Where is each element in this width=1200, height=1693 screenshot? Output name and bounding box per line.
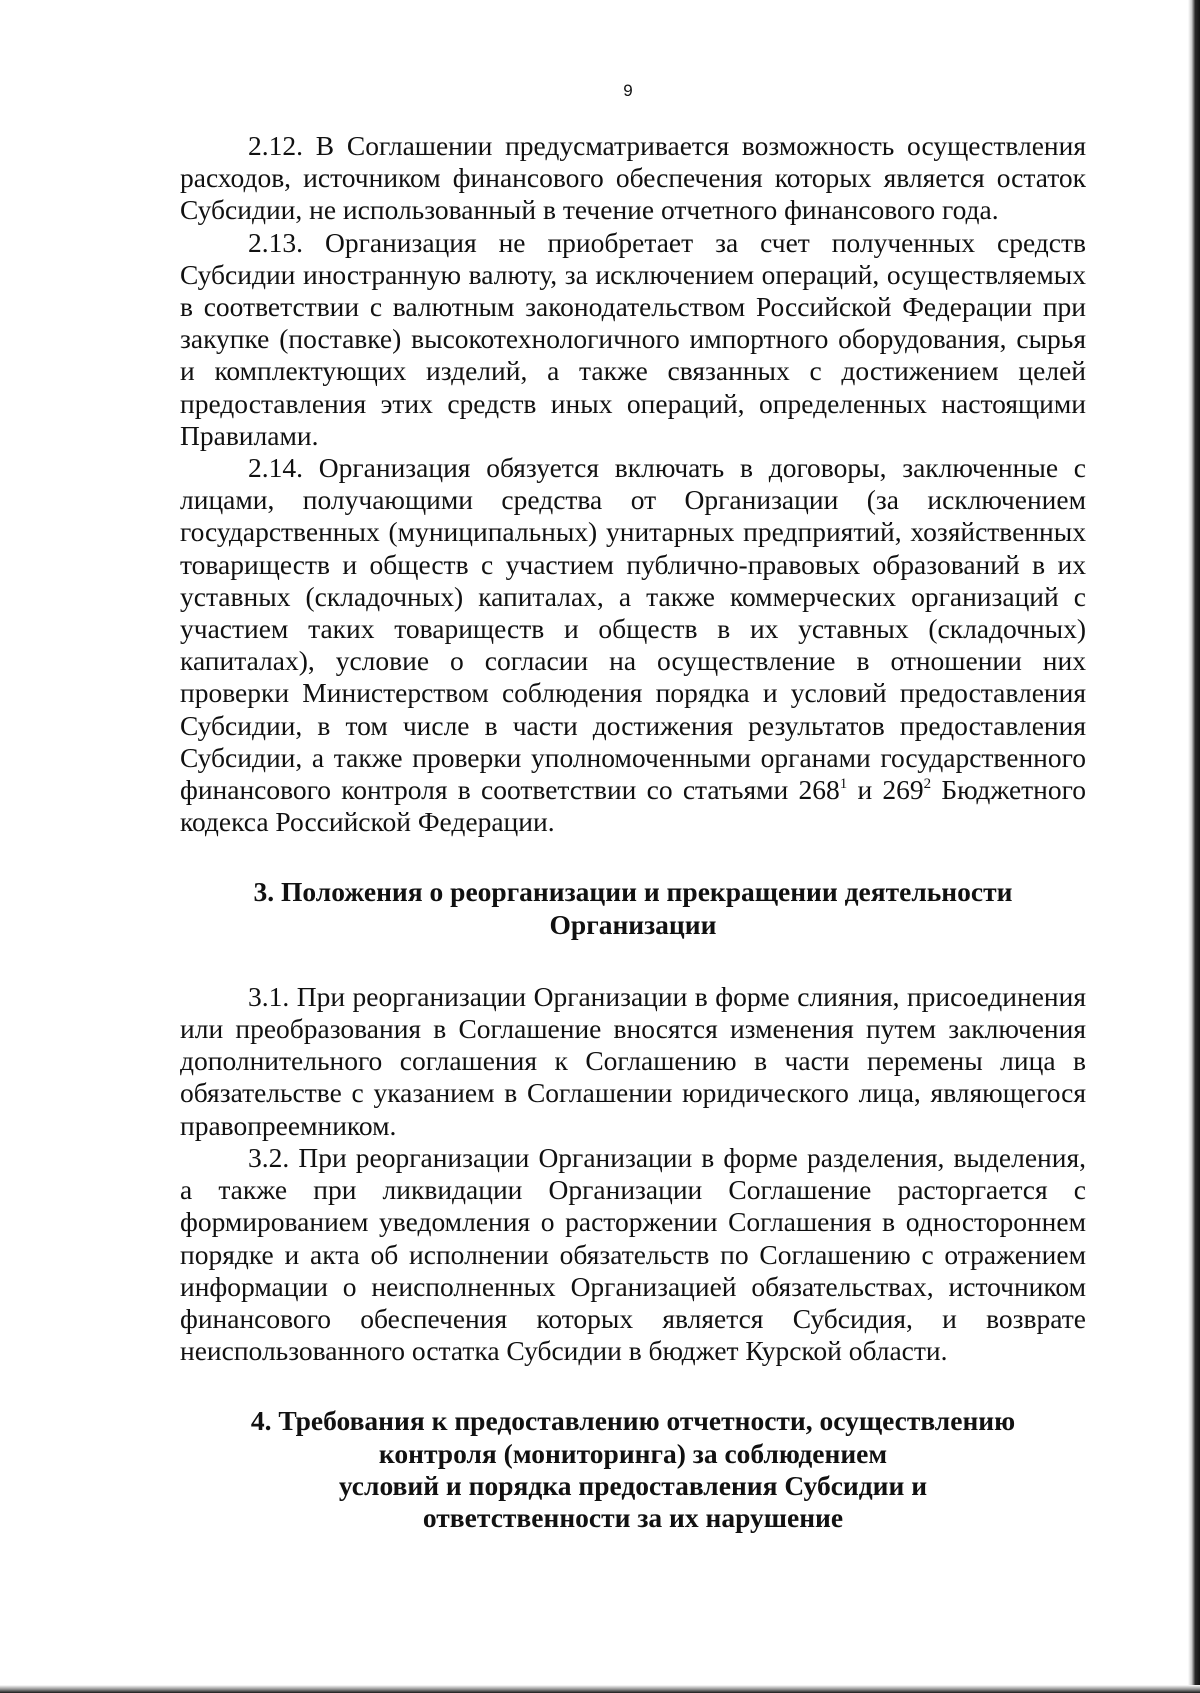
paragraph-2-14-text-c: Бюджетного кодекса Российской Федерации.	[180, 774, 1086, 838]
scan-edge-right	[1188, 0, 1200, 1693]
section-3-heading-line-2: Организации	[549, 908, 717, 940]
document-body	[180, 130, 1086, 1534]
section-4-heading-line-2: контроля (мониторинга) за соблюдением	[378, 1437, 888, 1469]
superscript-article-269: 2	[923, 776, 932, 793]
scan-edge-bottom	[0, 1685, 1200, 1693]
paragraph-2-14-text-b: и 269	[847, 774, 924, 806]
section-4-heading-line-4: ответственности за их нарушение	[422, 1501, 844, 1533]
section-3-heading	[180, 876, 1086, 940]
paragraph-2-14	[180, 452, 1086, 838]
paragraph-3-1: 3.1. При реорганизации Организации в форме слияния, присоединения или преобразования в Соглашение вносятся изменения путем заключения дополнительного соглашения к Соглашению в части перемены лица в обязательстве с указанием в Соглашении юридического лица, являющегося правопреемником.	[180, 980, 1086, 1141]
page-number: 9	[623, 81, 633, 100]
paragraph-2-13: 2.13. Организация не приобретает за счет полученных средств Субсидии иностранную валюту, за исключением операций, осуществляемых в соответствии с валютным законодательством Российской Федерации при закупке (поставке) высокотехнологичного импортного оборудования, сырья и комплектующих изделий, а также связанных с достижением целей предоставления этих средств иных операций, определенных настоящими Правилами.	[180, 226, 1086, 451]
section-4-heading-line-3: условий и порядка предоставления Субсидии и	[338, 1469, 928, 1501]
section-3-heading-line-1: 3. Положения о реорганизации и прекращении деятельности	[253, 876, 1013, 908]
superscript-article-268: 1	[839, 776, 848, 793]
paragraph-3-2: 3.2. При реорганизации Организации в форме разделения, выделения, а также при ликвидации Организации Соглашение расторгается с формированием уведомления о расторжении Соглашения в одностороннем порядке и акта об исполнении обязательств по Соглашению с отражением информации о неисполненных Организацией обязательствах, источником финансового обеспечения которых является Субсидия, и возврате неиспользованного остатка Субсидии в бюджет Курской области.	[180, 1141, 1086, 1367]
paragraph-2-12: 2.12. В Соглашении предусматривается возможность осуществления расходов, источником финансового обеспечения которых является остаток Субсидии, не использованный в течение отчетного финансового года.	[180, 130, 1086, 226]
section-4-heading-line-1: 4. Требования к предоставлению отчетности, осуществлению	[250, 1405, 1016, 1437]
paragraph-2-14-text-a: 2.14. Организация обязуется включать в договоры, заключенные с лицами, получающими средства от Организации (за исключением государственных (муниципальных) унитарных предприятий, хозяйственных товариществ и обществ с участием публично-правовых образований в их уставных (складочных) капиталах, а также коммерческих организаций с участием таких товариществ и обществ в их уставных (складочных) капиталах), условие о согласии на осуществление в отношении них проверки Министерством соблюдения порядка и условий предоставления Субсидии, в том числе в части достижения результатов предоставления Субсидии, а также проверки уполномоченными органами государственного финансового контроля в соответствии со статьями 268	[180, 452, 1086, 806]
section-4-heading	[180, 1405, 1086, 1534]
